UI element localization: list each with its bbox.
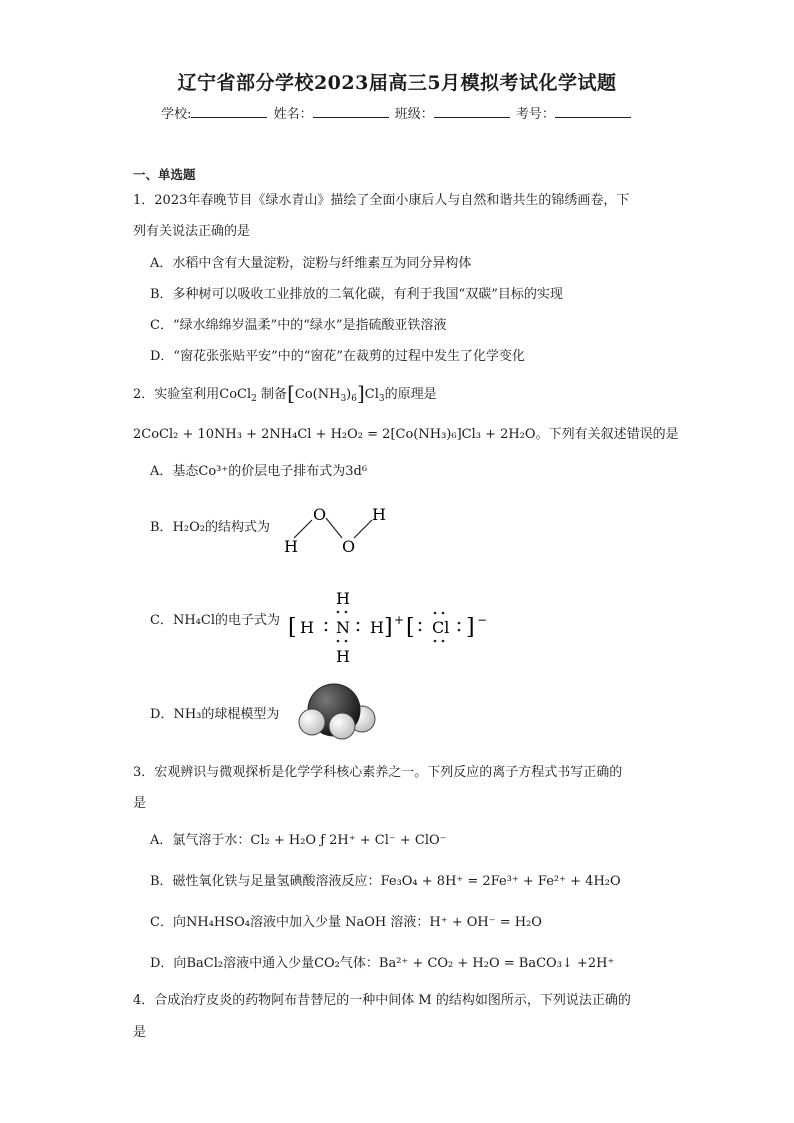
student-info-line	[0, 103, 794, 122]
q3-option-c: C．向NH₄HSO₄溶液中加入少量 NaOH 溶液：H⁺ + OH⁻ = H₂O	[150, 915, 542, 930]
q2-complex-bracket: [	[287, 381, 295, 405]
q2-mid: 制备	[261, 387, 288, 402]
svg-text:[: [	[406, 615, 415, 640]
q2-option-d: D．NH₃的球棍模型为	[150, 707, 280, 722]
q3-d-equation: Ba²⁺ + CO₂ + H₂O = BaCO₃↓ +2H⁺	[378, 956, 615, 971]
nh4cl-charge-plus: +	[394, 613, 405, 627]
nh4cl-atom-n: N	[336, 618, 350, 637]
name-label: 姓名：	[273, 107, 313, 122]
q2-d-formula: NH₃	[173, 707, 202, 722]
h2o2-structure-diagram	[280, 500, 390, 560]
nh4cl-atom-h-left: H	[300, 618, 314, 637]
q2-cocl2: CoCl	[219, 387, 252, 402]
q3-d-formula1: BaCl₂	[186, 956, 224, 971]
q2-complex: $Co(NH_3)_6$	[294, 387, 357, 404]
nh3-ball-model	[296, 682, 386, 740]
q1-option-d: D．“窗花张张贴平安”中的“窗花”在裁剪的过程中发生了化学变化	[150, 349, 526, 364]
q1-stem-line2: 列有关说法正确的是	[133, 224, 251, 239]
q3-option-a: A．氯气溶于水：Cl₂ + H₂O ƒ 2H⁺ + Cl⁻ + ClO⁻	[150, 833, 447, 848]
q2-equation-line	[133, 426, 679, 444]
class-blank[interactable]	[434, 105, 510, 118]
q3-b-equation: Fe₃O₄ + 8H⁺ = 2Fe³⁺ + Fe²⁺ + 4H₂O	[380, 874, 621, 889]
q2-option-c: C．NH₄Cl的电子式为	[150, 613, 280, 628]
nh3-h-ball-left	[299, 709, 325, 735]
q3-stem-line2: 是	[133, 796, 147, 811]
number-label: 考号：	[515, 107, 555, 122]
q3-d-formula2: CO₂	[314, 956, 340, 971]
h2o2-atom-h1: H	[284, 537, 298, 556]
school-label: 学校:	[161, 107, 192, 122]
svg-text:[: [	[288, 615, 297, 640]
q3-c-formula: NH₄HSO₄	[185, 915, 250, 930]
h2o2-atom-o2: O	[342, 537, 356, 556]
q2-eq-tail: 。下列有关叙述错误的是	[535, 427, 679, 442]
q1-option-c: C．“绿水绵绵岁温柔”中的“绿水”是指硫酸亚铁溶液	[150, 318, 447, 333]
q2-stem-line1: 2．实验室利用CoCl$_2$ 制备$[Co(NH_3)_6]Cl_3$的原理是	[133, 381, 437, 405]
q4-stem-line2: 是	[133, 1025, 147, 1040]
q3-option-b: B．磁性氧化铁与足量氢碘酸溶液反应：Fe₃O₄ + 8H⁺ = 2Fe³⁺ + Fe²⁺ + 4H₂O	[150, 874, 621, 889]
q2-c-formula: NH₄Cl	[172, 613, 215, 628]
q3-option-d: D．向BaCl₂溶液中通入少量CO₂气体：Ba²⁺ + CO₂ + H₂O = BaCO₃↓ +2H⁺	[150, 956, 615, 971]
svg-text:]: ]	[466, 615, 475, 640]
nh4cl-atom-cl: Cl	[432, 618, 450, 637]
q2-a-value: 3d⁶	[345, 464, 368, 479]
nh4cl-atom-h-bottom: H	[336, 647, 350, 666]
q2-a-ion: Co³⁺	[198, 464, 229, 479]
exam-title: 辽宁省部分学校2023届高三5月模拟考试化学试题	[177, 72, 617, 94]
q3-a-equation: Cl₂ + H₂O ƒ 2H⁺ + Cl⁻ + ClO⁻	[250, 833, 447, 848]
nh4cl-atom-h-top: H	[336, 589, 350, 608]
svg-text:]: ]	[384, 615, 393, 640]
q2-b-formula: H₂O₂	[172, 520, 205, 535]
q1-stem-line1: 1．2023年春晚节目《绿水青山》描绘了全面小康后人与自然和谐共生的锦绣画卷，下	[133, 193, 630, 208]
q2-option-a: A．基态Co³⁺的价层电子排布式为3d⁶	[150, 464, 368, 479]
q4-stem-line1: 4．合成治疗皮炎的药物阿布昔替尼的一种中间体 M 的结构如图所示，下列说法正确的	[133, 993, 631, 1008]
nh3-h-ball-front	[329, 713, 355, 739]
q2-option-b: B．H₂O₂的结构式为	[150, 520, 270, 535]
nh4cl-electron-formula	[286, 588, 496, 666]
q1-option-b: B．多种树可以吸收工业排放的二氧化碳，有利于我国“双碳”目标的实现	[150, 287, 563, 302]
name-blank[interactable]	[313, 105, 389, 118]
q3-c-equation: H⁺ + OH⁻ = H₂O	[429, 915, 542, 930]
number-blank[interactable]	[555, 105, 631, 118]
h2o2-atom-h2: H	[372, 505, 386, 524]
q1-option-a: A．水稻中含有大量淀粉，淀粉与纤维素互为同分异构体	[150, 256, 472, 271]
school-blank[interactable]	[191, 105, 267, 118]
q2-equation: 2CoCl₂ + 10NH₃ + 2NH₄Cl + H₂O₂ = 2[Co(NH₃)₆]Cl₃ + 2H₂O	[133, 427, 536, 442]
q2-tail: 的原理是	[384, 387, 437, 402]
q3-stem-line1: 3．宏观辨识与微观探析是化学学科核心素养之一。下列反应的离子方程式书写正确的	[133, 765, 623, 780]
class-label: 班级：	[394, 107, 434, 122]
h2o2-atom-o1: O	[313, 505, 327, 524]
nh4cl-charge-minus: −	[477, 613, 488, 627]
section-heading: 一、单选题	[133, 167, 196, 182]
nh4cl-atom-h-right: H	[370, 618, 384, 637]
q2-intro: 2．实验室利用	[133, 387, 220, 402]
